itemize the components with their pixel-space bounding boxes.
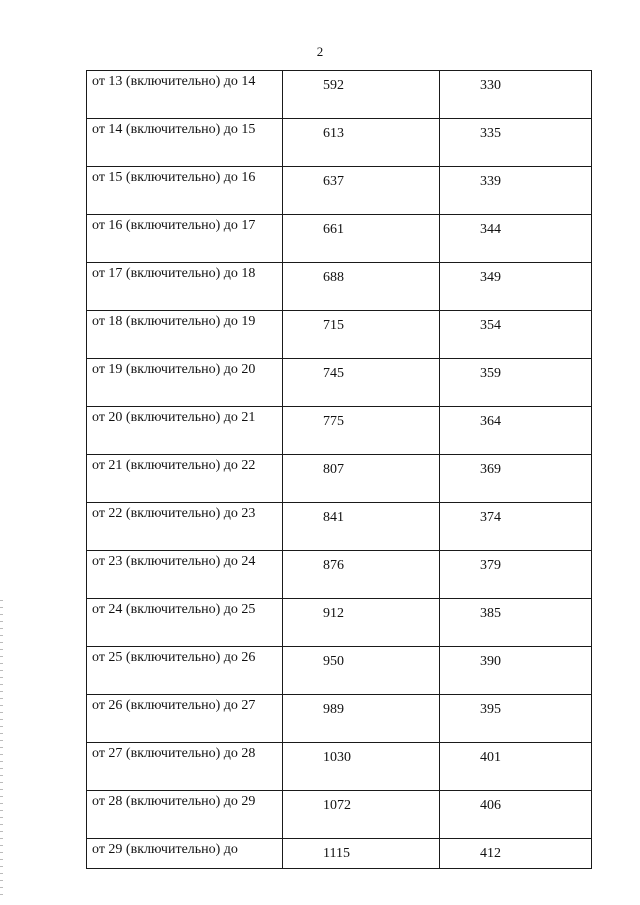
range-cell: от 23 (включительно) до 24 — [87, 551, 283, 599]
rates-table-body — [87, 71, 592, 869]
table-row — [87, 839, 592, 869]
range-cell: от 18 (включительно) до 19 — [87, 311, 283, 359]
range-cell: от 24 (включительно) до 25 — [87, 599, 283, 647]
value-a: 637 — [323, 174, 344, 189]
table-row — [87, 215, 592, 263]
value-b: 369 — [480, 462, 501, 477]
value-b: 344 — [480, 222, 501, 237]
table-row — [87, 743, 592, 791]
table-row — [87, 167, 592, 215]
value-a-cell — [283, 119, 440, 167]
value-a-cell — [283, 599, 440, 647]
table-row — [87, 791, 592, 839]
value-a-cell — [283, 551, 440, 599]
value-b: 339 — [480, 174, 501, 189]
value-a: 688 — [323, 270, 344, 285]
value-b-cell — [440, 215, 592, 263]
range-cell: от 19 (включительно) до 20 — [87, 359, 283, 407]
value-a-cell — [283, 839, 440, 869]
value-b: 395 — [480, 702, 501, 717]
table-row — [87, 455, 592, 503]
value-a: 592 — [323, 78, 344, 93]
value-b: 359 — [480, 366, 501, 381]
value-a-cell — [283, 743, 440, 791]
value-a-cell — [283, 263, 440, 311]
value-a: 950 — [323, 654, 344, 669]
scan-edge-marks — [0, 600, 3, 900]
value-b: 379 — [480, 558, 501, 573]
value-b-cell — [440, 599, 592, 647]
table-row — [87, 311, 592, 359]
range-cell: от 21 (включительно) до 22 — [87, 455, 283, 503]
value-a-cell — [283, 167, 440, 215]
value-a: 613 — [323, 126, 344, 141]
table-row — [87, 503, 592, 551]
table-row — [87, 71, 592, 119]
value-a: 661 — [323, 222, 344, 237]
rates-table — [86, 70, 592, 869]
value-b: 390 — [480, 654, 501, 669]
range-cell: от 15 (включительно) до 16 — [87, 167, 283, 215]
value-a-cell — [283, 359, 440, 407]
range-cell: от 27 (включительно) до 28 — [87, 743, 283, 791]
value-b: 349 — [480, 270, 501, 285]
value-a-cell — [283, 695, 440, 743]
value-b: 401 — [480, 750, 501, 765]
value-a: 841 — [323, 510, 344, 525]
range-cell: от 26 (включительно) до 27 — [87, 695, 283, 743]
value-b-cell — [440, 839, 592, 869]
range-cell: от 16 (включительно) до 17 — [87, 215, 283, 263]
value-b-cell — [440, 71, 592, 119]
value-b-cell — [440, 407, 592, 455]
value-b-cell — [440, 647, 592, 695]
value-a: 745 — [323, 366, 344, 381]
value-a-cell — [283, 215, 440, 263]
value-b-cell — [440, 791, 592, 839]
value-b-cell — [440, 119, 592, 167]
table-row — [87, 599, 592, 647]
value-b-cell — [440, 503, 592, 551]
value-b: 412 — [480, 846, 501, 861]
value-b: 374 — [480, 510, 501, 525]
range-cell: от 25 (включительно) до 26 — [87, 647, 283, 695]
table-row — [87, 407, 592, 455]
value-b: 335 — [480, 126, 501, 141]
value-a: 1115 — [323, 846, 350, 861]
value-b: 364 — [480, 414, 501, 429]
value-a: 775 — [323, 414, 344, 429]
page-number: 2 — [316, 44, 324, 59]
table-row — [87, 551, 592, 599]
value-a: 1030 — [323, 750, 351, 765]
value-b-cell — [440, 695, 592, 743]
table-row — [87, 119, 592, 167]
range-cell: от 13 (включительно) до 14 — [87, 71, 283, 119]
value-a-cell — [283, 791, 440, 839]
table-row — [87, 263, 592, 311]
range-cell: от 14 (включительно) до 15 — [87, 119, 283, 167]
value-b-cell — [440, 263, 592, 311]
value-b: 406 — [480, 798, 501, 813]
value-b-cell — [440, 359, 592, 407]
value-a: 715 — [323, 318, 344, 333]
value-a: 1072 — [323, 798, 351, 813]
range-cell: от 29 (включительно) до — [87, 839, 283, 869]
range-cell: от 20 (включительно) до 21 — [87, 407, 283, 455]
value-a: 876 — [323, 558, 344, 573]
table-row — [87, 695, 592, 743]
table-row — [87, 647, 592, 695]
value-b: 385 — [480, 606, 501, 621]
value-b-cell — [440, 551, 592, 599]
value-a-cell — [283, 647, 440, 695]
value-a-cell — [283, 407, 440, 455]
value-a: 912 — [323, 606, 344, 621]
value-a-cell — [283, 71, 440, 119]
value-b-cell — [440, 455, 592, 503]
value-a-cell — [283, 311, 440, 359]
value-a: 989 — [323, 702, 344, 717]
range-cell: от 22 (включительно) до 23 — [87, 503, 283, 551]
value-a-cell — [283, 503, 440, 551]
value-a-cell — [283, 455, 440, 503]
table-row — [87, 359, 592, 407]
value-b: 330 — [480, 78, 501, 93]
range-cell: от 28 (включительно) до 29 — [87, 791, 283, 839]
value-b-cell — [440, 167, 592, 215]
value-a: 807 — [323, 462, 344, 477]
range-cell: от 17 (включительно) до 18 — [87, 263, 283, 311]
value-b: 354 — [480, 318, 501, 333]
value-b-cell — [440, 743, 592, 791]
value-b-cell — [440, 311, 592, 359]
